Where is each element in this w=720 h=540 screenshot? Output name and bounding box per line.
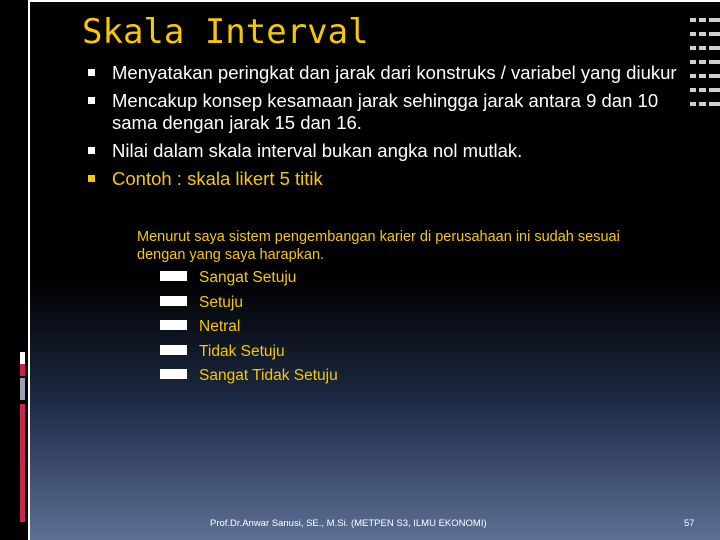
page-number: 57 (684, 518, 695, 529)
bullet-item (88, 90, 688, 134)
deco-block-long-red (20, 404, 25, 522)
likert-statement: Menurut saya sistem pengembangan karier di perusahaan ini sudah sesuai dengan yang saya harapkan. (137, 229, 620, 263)
deco-bar (690, 46, 720, 50)
slide-title: Skala Interval (82, 12, 369, 52)
left-decoration-strip (0, 0, 30, 540)
bullet-list (88, 62, 688, 196)
square-bullet-icon (88, 97, 95, 104)
square-bullet-icon (88, 175, 95, 182)
top-rule (28, 0, 720, 2)
deco-block-red (20, 364, 25, 376)
deco-bar (690, 60, 720, 64)
deco-vbar (706, 10, 709, 130)
deco-block-white (20, 352, 25, 364)
bullet-item-example (88, 168, 688, 190)
checkbox-icon (160, 271, 187, 281)
deco-vbar (696, 10, 699, 130)
deco-block-grey (20, 378, 25, 400)
bullet-item (88, 140, 688, 162)
bullet-item (88, 62, 688, 84)
likert-option-label: Setuju (199, 293, 243, 311)
bullet-text: Menyatakan peringkat dan jarak dari konstruks / variabel yang diukur (112, 62, 677, 83)
deco-bar (690, 32, 720, 36)
footer-author: Prof.Dr.Anwar Sanusi, SE., M.Si. (METPEN S3, ILMU EKONOMI) (210, 518, 487, 529)
bullet-text: Contoh : skala likert 5 titik (112, 168, 323, 189)
checkbox-icon (160, 296, 187, 306)
likert-option-label: Tidak Setuju (199, 342, 285, 360)
deco-bar (690, 88, 720, 92)
likert-option-label: Sangat Tidak Setuju (199, 367, 338, 384)
square-bullet-icon (88, 69, 95, 76)
left-edge-line (28, 0, 30, 540)
bullet-text: Mencakup konsep kesamaan jarak sehingga jarak antara 9 dan 10 sama dengan jarak 15 dan 16. (112, 90, 659, 133)
likert-option-label: Sangat Setuju (199, 269, 297, 286)
bullet-text: Nilai dalam skala interval bukan angka nol mutlak. (112, 140, 523, 161)
deco-bar (690, 74, 720, 78)
checkbox-icon (160, 320, 187, 330)
checkbox-icon (160, 369, 187, 379)
likert-option-label: Netral (199, 318, 241, 335)
checkbox-icon (160, 345, 187, 355)
right-decoration (690, 10, 720, 130)
deco-bar (690, 18, 720, 22)
square-bullet-icon (88, 147, 95, 154)
deco-bar (690, 102, 720, 106)
